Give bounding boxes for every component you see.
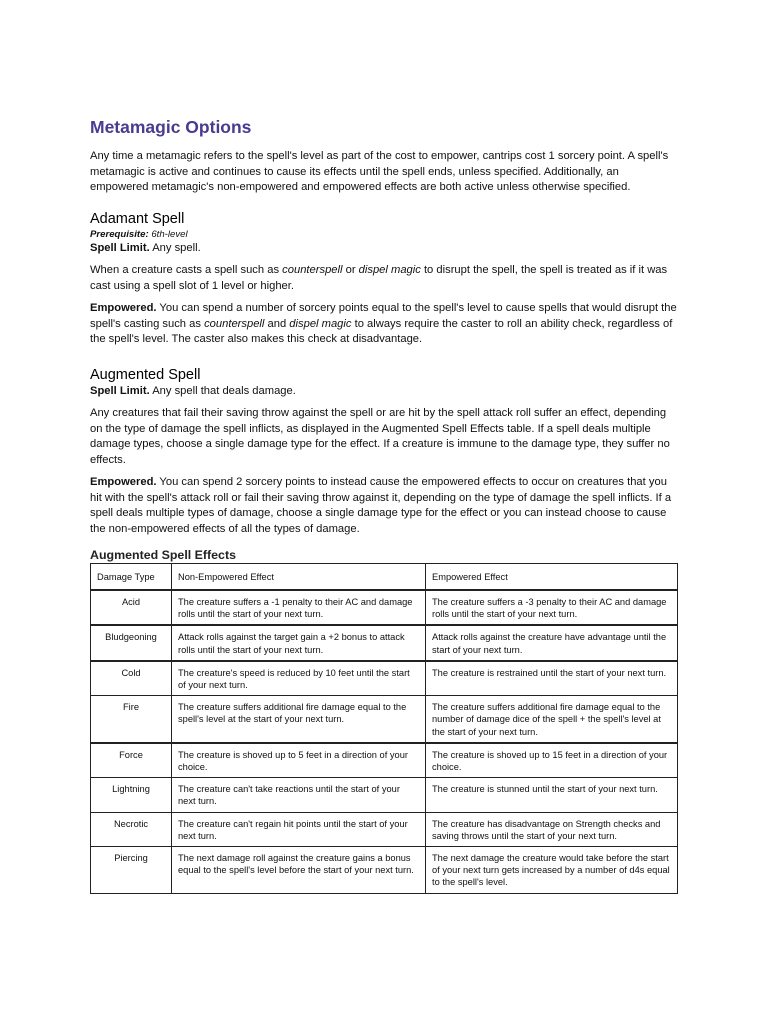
spell-limit-label: Spell Limit. xyxy=(90,241,150,254)
spell-limit-line xyxy=(90,241,678,257)
table-header-row xyxy=(91,564,678,591)
table-row xyxy=(91,812,678,846)
prerequisite-label: Prerequisite: xyxy=(90,228,149,240)
table-row xyxy=(91,590,678,625)
non-empowered-cell: Attack rolls against the target gain a +2 bonus to attack rolls until the start of your next turn. xyxy=(172,625,426,660)
prerequisite-line xyxy=(90,228,678,241)
spell-limit-value: Any spell. xyxy=(152,241,201,254)
empowered-cell: Attack rolls against the creature have advantage until the start of your next turn. xyxy=(426,625,678,660)
text-run: to disrupt the spell, the spell is treated as if it was cast using a spell slot of 1 level or higher. xyxy=(90,264,668,292)
text-run: You can spend 2 sorcery points to instead cause the empowered effects to occur on creatures that you hit with the spell's attack roll or fail their saving throw against it, depending on the type of damage the spell inflicts. If a spell deals multiple types of damage, choose a single damage type for the effect or you can instead choose to cause the non-empowered effects of all the types of damage. xyxy=(90,476,672,535)
page-title: Metamagic Options xyxy=(90,117,252,137)
non-empowered-cell: The creature is shoved up to 5 feet in a direction of your choice. xyxy=(172,743,426,778)
damage-type-cell: Necrotic xyxy=(91,812,172,846)
augmented-description: Any creatures that fail their saving throw against the spell or are hit by the spell attack roll suffer an effect, depending on the type of damage the spell inflicts, as displayed in the Augmented Spell Effects table. If a spell deals multiple damage types, choose a single damage type for the effect. If a creature is immune to the damage type, they suffer no effects. xyxy=(90,407,670,466)
damage-type-cell: Bludgeoning xyxy=(91,625,172,660)
table-row xyxy=(91,661,678,696)
empowered-label: Empowered. xyxy=(90,302,157,314)
table-row xyxy=(91,847,678,894)
damage-type-cell: Fire xyxy=(91,696,172,743)
non-empowered-cell: The creature suffers additional fire damage equal to the spell's level at the start of your next turn. xyxy=(172,696,426,743)
damage-type-cell: Lightning xyxy=(91,778,172,812)
spell-limit-value: Any spell that deals damage. xyxy=(152,384,296,397)
table-row xyxy=(91,625,678,660)
augmented-spell-heading: Augmented Spell xyxy=(90,366,201,383)
empowered-cell: The next damage the creature would take before the start of your next turn gets increased by a number of d4s equal to the spell's level. xyxy=(426,847,678,894)
table-title: Augmented Spell Effects xyxy=(90,548,236,562)
non-empowered-cell: The creature can't regain hit points until the start of your next turn. xyxy=(172,812,426,846)
damage-type-cell: Cold xyxy=(91,661,172,696)
spell-name-dispel-magic: dispel magic xyxy=(289,317,352,330)
prerequisite-value: 6th-level xyxy=(151,228,188,240)
text-run: to always require the caster to roll an ability check, regardless of the spell's level. The caster also makes this check at disadvantage. xyxy=(90,317,673,345)
document-page xyxy=(90,116,678,894)
damage-type-cell: Piercing xyxy=(91,847,172,894)
header-damage-type: Damage Type xyxy=(91,564,172,591)
intro-paragraph: Any time a metamagic refers to the spell's level as part of the cost to empower, cantrips cost 1 sorcery point. A spell's metamagic is active and continues to cause its effects until the spell ends, unless specified. Additionally, an empowered metamagic's non-empowered and empowered effects are both active unless otherwise specified. xyxy=(90,150,669,193)
non-empowered-cell: The creature can't take reactions until the start of your next turn. xyxy=(172,778,426,812)
spell-limit-line xyxy=(90,384,678,400)
augmented-spell-effects-table xyxy=(90,563,678,894)
spell-limit-label: Spell Limit. xyxy=(90,384,150,397)
damage-type-cell: Force xyxy=(91,743,172,778)
non-empowered-cell: The creature suffers a -1 penalty to their AC and damage rolls until the start of your next turn. xyxy=(172,590,426,625)
adamant-empowered xyxy=(90,301,678,348)
augmented-spell-section xyxy=(90,366,678,538)
empowered-cell: The creature is restrained until the start of your next turn. xyxy=(426,661,678,696)
damage-type-cell: Acid xyxy=(91,590,172,625)
header-non-empowered-effect: Non-Empowered Effect xyxy=(172,564,426,591)
empowered-cell: The creature is shoved up to 15 feet in a direction of your choice. xyxy=(426,743,678,778)
text-run: When a creature casts a spell such as xyxy=(90,264,283,276)
augmented-empowered xyxy=(90,475,678,537)
table-row xyxy=(91,743,678,778)
adamant-spell-section xyxy=(90,210,678,348)
empowered-cell: The creature is stunned until the start of your next turn. xyxy=(426,778,678,812)
empowered-cell: The creature has disadvantage on Strength checks and saving throws until the start of your next turn. xyxy=(426,812,678,846)
text-run: You can spend a number of sorcery points equal to the spell's level to cause spells that would disrupt the spell's casting such as xyxy=(90,302,677,330)
adamant-spell-heading: Adamant Spell xyxy=(90,210,185,227)
empowered-label: Empowered. xyxy=(90,476,157,488)
adamant-description xyxy=(90,263,678,294)
empowered-cell: The creature suffers a -3 penalty to their AC and damage rolls until the start of your next turn. xyxy=(426,590,678,625)
spell-name-counterspell: counterspell xyxy=(282,264,343,276)
text-run: and xyxy=(264,317,290,330)
non-empowered-cell: The creature's speed is reduced by 10 feet until the start of your next turn. xyxy=(172,661,426,696)
header-empowered-effect: Empowered Effect xyxy=(426,564,678,591)
spell-name-dispel-magic: dispel magic xyxy=(358,264,421,276)
table-row xyxy=(91,778,678,812)
spell-name-counterspell: counterspell xyxy=(204,317,265,330)
non-empowered-cell: The next damage roll against the creature gains a bonus equal to the spell's level before the start of your next turn. xyxy=(172,847,426,894)
text-run: or xyxy=(342,264,359,276)
table-row xyxy=(91,696,678,743)
empowered-cell: The creature suffers additional fire damage equal to the number of damage dice of the spell + the spell's level at the start of your next turn. xyxy=(426,696,678,743)
